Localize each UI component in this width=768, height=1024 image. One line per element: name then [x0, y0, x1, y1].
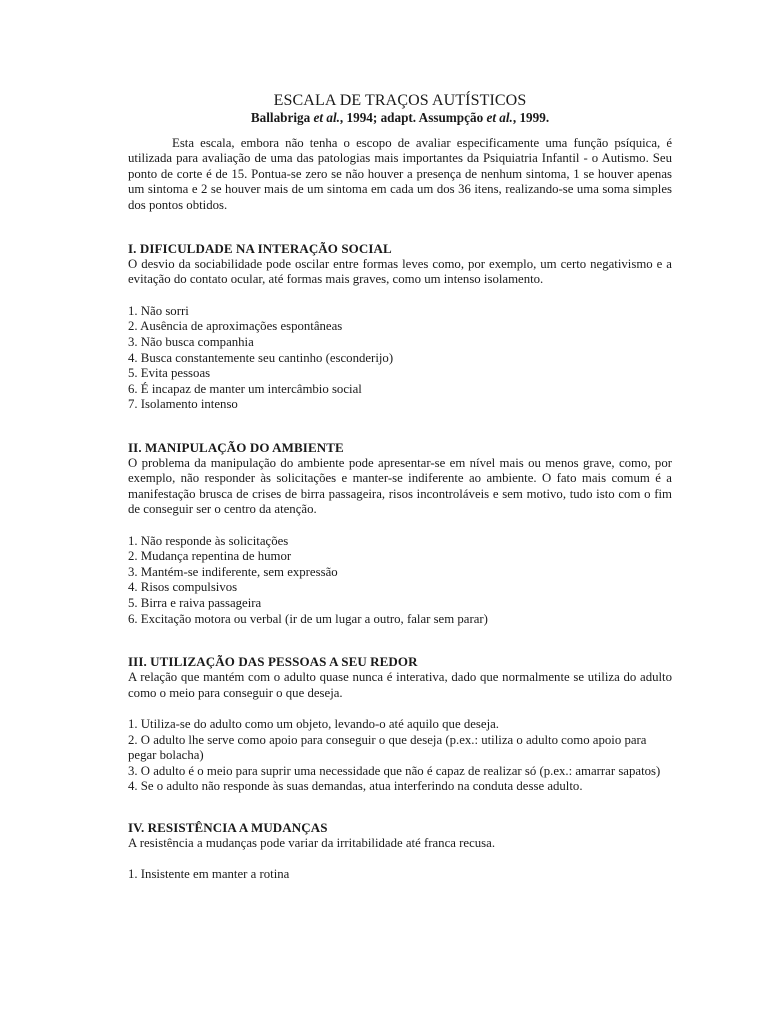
list-item: 7. Isolamento intenso — [128, 397, 238, 412]
subtitle-year: , 1999. — [512, 110, 550, 125]
list-item: 2. Mudança repentina de humor — [128, 549, 292, 564]
list-item: 3. Mantém-se indiferente, sem expressão — [128, 564, 338, 579]
subtitle-adapt: , 1994; adapt. Assumpção — [339, 110, 487, 125]
subtitle-et-al-1: et al. — [313, 110, 340, 125]
section-description: O problema da manipulação do ambiente pode apresentar-se em nível mais ou menos grave, como, por exemplo, não responder às solicitações e manter-se indiferente ao ambiente. O fato mais comum é a manifestação brusca de crises de birra passageira, risos incontroláveis e sem motivo, tudo isto com o fim de conseguir ser o centro da atenção. — [128, 456, 672, 517]
section-environment-manipulation — [128, 440, 672, 627]
list-item: 4. Risos compulsivos — [128, 580, 238, 595]
section-description: O desvio da sociabilidade pode oscilar entre formas leves como, por exemplo, um certo negativismo e a evitação do contato ocular, até formas mais graves, como um intenso isolamento. — [128, 257, 672, 287]
item-list — [128, 867, 672, 883]
section-heading: I. DIFICULDADE NA INTERAÇÃO SOCIAL — [128, 241, 392, 257]
list-item: 1. Não sorri — [128, 303, 189, 318]
item-list — [128, 717, 672, 795]
section-description: A relação que mantém com o adulto quase nunca é interativa, dado que normalmente se utiliza do adulto como o meio para conseguir o que deseja. — [128, 670, 672, 700]
list-item: 5. Birra e raiva passageira — [128, 596, 262, 610]
subtitle-author: Ballabriga — [250, 110, 314, 125]
section-resistance-to-change — [128, 820, 672, 883]
list-item: 1. Não responde às solicitações — [128, 533, 289, 548]
subtitle-et-al-2: et al. — [486, 110, 513, 125]
document-content — [128, 92, 672, 883]
list-item: 2. O adulto lhe serve como apoio para conseguir o que deseja (p.ex.: utiliza o adulto como apoio para pegar bolacha) — [128, 732, 647, 763]
list-item: 4. Busca constantemente seu cantinho (esconderijo) — [128, 350, 394, 365]
intro-paragraph: Esta escala, embora não tenha o escopo de avaliar especificamente uma função psíquica, é utilizada para avaliação de uma das patologias mais importantes da Psiquiatria Infantil - o Autismo. Seu ponto de corte é de 15. Pontua-se zero se não houver a presença de nenhum sintoma, 1 se houver apenas um sintoma e 2 se houver mais de um sintoma em cada um dos 36 itens, realizando-se uma soma simples dos pontos obtidos. — [128, 136, 672, 212]
list-item: 6. Excitação motora ou verbal (ir de um lugar a outro, falar sem parar) — [128, 611, 488, 626]
item-list — [128, 304, 672, 413]
item-list — [128, 534, 672, 628]
section-description: A resistência a mudanças pode variar da irritabilidade até franca recusa. — [128, 835, 496, 850]
list-item: 3. O adulto é o meio para suprir uma necessidade que não é capaz de realizar só (p.ex.: amarrar sapatos) — [128, 763, 661, 778]
list-item: 1. Insistente em manter a rotina — [128, 867, 290, 882]
section-use-of-people — [128, 654, 672, 795]
list-item: 2. Ausência de aproximações espontâneas — [128, 319, 343, 334]
section-heading: III. UTILIZAÇÃO DAS PESSOAS A SEU REDOR — [128, 654, 418, 670]
list-item: 1. Utiliza-se do adulto como um objeto, levando-o até aquilo que deseja. — [128, 717, 500, 731]
list-item: 5. Evita pessoas — [128, 366, 211, 381]
list-item: 4. Se o adulto não responde às suas demandas, atua interferindo na conduta desse adulto. — [128, 779, 583, 794]
document-title: ESCALA DE TRAÇOS AUTÍSTICOS — [273, 92, 527, 109]
section-heading: IV. RESISTÊNCIA A MUDANÇAS — [128, 819, 328, 835]
section-heading: II. MANIPULAÇÃO DO AMBIENTE — [128, 440, 344, 455]
list-item: 6. É incapaz de manter um intercâmbio social — [128, 381, 362, 396]
section-social-interaction — [128, 241, 672, 413]
document-subtitle — [128, 110, 672, 126]
list-item: 3. Não busca companhia — [128, 335, 254, 350]
